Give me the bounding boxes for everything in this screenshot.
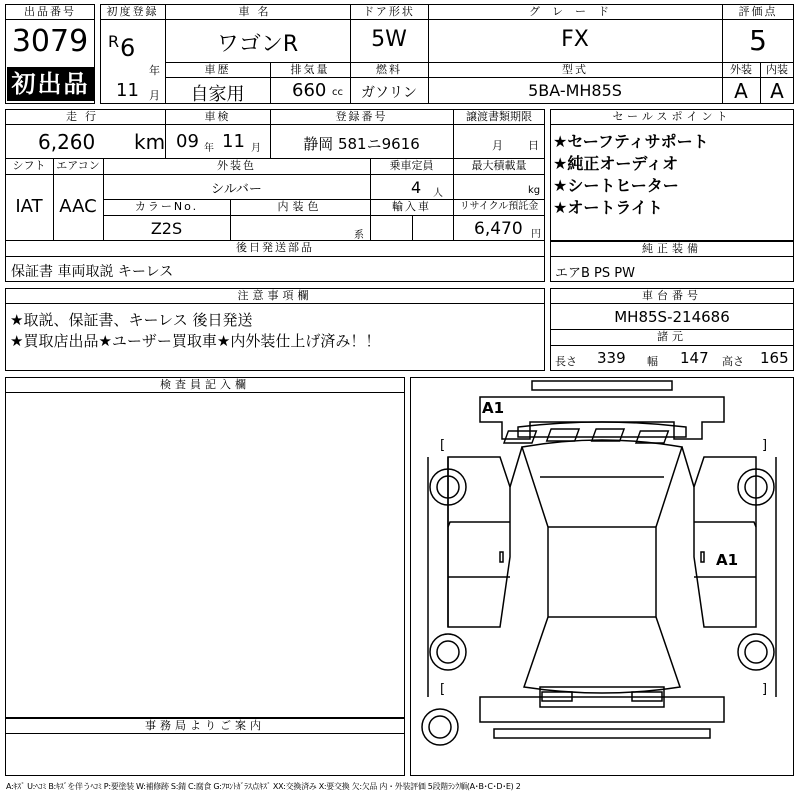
notes-line: ★取説、保証書、キーレス 後日発送 — [10, 311, 253, 329]
specs-width: 147 — [680, 349, 709, 367]
score-value: 5 — [749, 24, 767, 57]
inspection-year-unit: 年 — [204, 143, 214, 154]
displacement-value: 660 — [292, 80, 327, 101]
sales-point-item: ★シートヒーター — [553, 176, 679, 195]
car-diagram — [410, 377, 794, 776]
specs-length: 339 — [597, 349, 626, 367]
first-listing-badge: 初出品 — [7, 67, 94, 101]
mileage-header: 走行 — [66, 110, 104, 123]
office-header: 事務局よりご案内 — [145, 719, 265, 732]
sales-point-item: ★セーフティサポート — [553, 132, 709, 151]
import-header: 輸入車 — [392, 200, 431, 213]
mileage-value: 6,260 — [38, 130, 96, 154]
int-score-header: 内装 — [766, 63, 788, 76]
transfer-day-unit: 日 — [528, 139, 539, 152]
registration-value: 静岡 581ニ9616 — [303, 135, 420, 153]
grade-header: グレード — [529, 5, 621, 18]
notes-line: ★買取店出品★ユーザー買取車★内外装仕上げ済み！！ — [10, 332, 381, 350]
inspection-header: 車検 — [204, 110, 231, 123]
max-load-unit: kg — [528, 185, 541, 196]
fuel-header: 燃料 — [376, 63, 402, 76]
history-value: 自家用 — [190, 84, 245, 105]
later-parts-value: 保証書 車両取説 キーレス — [11, 264, 174, 280]
model-header: 型式 — [562, 63, 588, 76]
lot-number: 3079 — [11, 24, 89, 59]
exterior-color-value: シルバー — [211, 182, 262, 197]
fuel-value: ガソリン — [361, 85, 417, 101]
score-header: 評価点 — [738, 5, 778, 18]
specs-width-label: 幅 — [647, 355, 658, 368]
legend-text: A:ｷｽﾞ U:ﾍｺﾐ B:ｷｽﾞを伴うﾍｺﾐ P:要塗装 W:補修跡 S:錆 C:腐食 G:ﾌﾛﾝﾄｶﾞﾗｽ点ｷｽﾞ XX:交換済み X:要交換 欠:欠品 内・外装評価 5段階ﾗﾝｸ順(A･B･C･D･E) 2 — [6, 782, 521, 791]
damage-mark-a1: A1 — [716, 551, 739, 569]
bracket-mark: ] — [762, 682, 768, 697]
bracket-mark: ] — [762, 438, 768, 453]
recycle-unit: 円 — [531, 229, 541, 240]
grade-value: FX — [561, 27, 589, 52]
transfer-header: 譲渡書類期限 — [466, 110, 532, 123]
capacity-header: 乗車定員 — [389, 159, 434, 172]
aircon-header: エアコン — [56, 159, 100, 172]
recycle-value: 6,470 — [474, 219, 523, 239]
notes-header: 注意事項欄 — [237, 289, 313, 302]
equipment-value: エアB PS PW — [555, 266, 635, 281]
inspection-year: 09 — [176, 131, 199, 152]
first-reg-month-unit: 月 — [149, 89, 160, 102]
interior-color-header: 内装色 — [277, 200, 323, 213]
chassis-value: MH85S-214686 — [614, 308, 730, 326]
specs-height-label: 高さ — [722, 355, 744, 368]
bracket-mark: [ — [440, 682, 446, 697]
lot-header: 出品番号 — [24, 5, 76, 18]
ext-score-header: 外装 — [730, 63, 752, 76]
inspector-box — [5, 377, 405, 718]
registration-header: 登録番号 — [335, 110, 388, 123]
sales-point-item: ★オートライト — [553, 198, 663, 217]
recycle-header: リサイクル預託金 — [459, 201, 539, 212]
specs-length-label: 長さ — [555, 355, 577, 368]
car-name-value: ワゴンR — [216, 32, 299, 57]
mileage-unit: km — [134, 130, 166, 154]
shift-value: IAT — [15, 196, 43, 217]
int-score-value: A — [770, 79, 784, 103]
first-reg-era: R — [108, 32, 120, 51]
max-load-header: 最大積載量 — [471, 159, 527, 172]
capacity-unit: 人 — [433, 188, 443, 199]
first-reg-header: 初度登録 — [106, 5, 159, 18]
doors-value: 5W — [371, 27, 407, 52]
later-parts-header: 後日発送部品 — [236, 241, 314, 254]
first-reg-month: 11 — [116, 80, 139, 101]
transfer-month-unit: 月 — [492, 139, 503, 152]
chassis-header: 車台番号 — [642, 289, 702, 302]
damage-mark-a1: A1 — [482, 399, 505, 417]
inspector-header: 検査員記入欄 — [160, 378, 250, 391]
exterior-color-header: 外装色 — [217, 159, 256, 172]
specs-height: 165 — [760, 349, 789, 367]
inspection-month: 11 — [222, 131, 245, 152]
aircon-value: AAC — [59, 196, 97, 217]
first-reg-year-unit: 年 — [149, 64, 160, 77]
first-reg-year: 6 — [120, 34, 136, 62]
displacement-unit: cc — [332, 87, 343, 98]
doors-header: ドア形状 — [363, 5, 415, 18]
color-no-value: Z2S — [150, 219, 183, 238]
equipment-header: 純正装備 — [642, 242, 702, 255]
color-no-header: カラーNo. — [134, 200, 199, 213]
ext-score-value: A — [734, 79, 748, 103]
interior-color-suffix: 系 — [354, 230, 364, 241]
inspection-month-unit: 月 — [251, 143, 261, 154]
displacement-header: 排気量 — [290, 63, 330, 76]
bracket-mark: [ — [440, 438, 446, 453]
car-name-header: 車名 — [238, 5, 277, 18]
specs-header: 諸元 — [657, 330, 687, 343]
capacity-value: 4 — [411, 178, 422, 197]
sales-point-item: ★純正オーディオ — [553, 154, 679, 173]
model-value: 5BA-MH85S — [528, 81, 622, 100]
shift-header: シフト — [12, 159, 46, 172]
sales-points-header: セールスポイント — [612, 110, 732, 123]
history-header: 車歴 — [204, 63, 231, 76]
